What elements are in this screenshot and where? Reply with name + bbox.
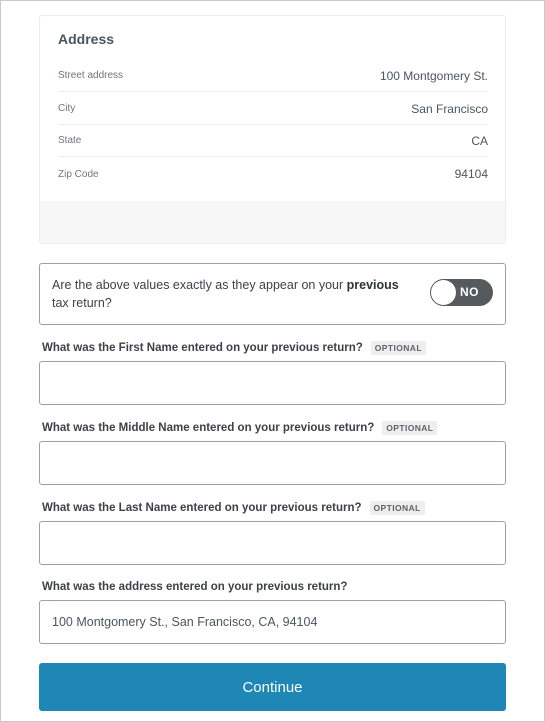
continue-button[interactable]: Continue xyxy=(39,663,506,711)
zip-code-value: 94104 xyxy=(454,167,488,181)
state-label: State xyxy=(58,135,82,146)
middle-name-label xyxy=(42,421,437,435)
zip-code-label: Zip Code xyxy=(58,168,99,180)
toggle-knob xyxy=(431,280,456,305)
question-text-emphasis: previous xyxy=(346,278,399,292)
optional-badge: OPTIONAL xyxy=(382,421,437,435)
zip-code-row xyxy=(58,158,488,190)
first-name-label-text: What was the First Name entered on your previous return? xyxy=(42,342,363,354)
address-card xyxy=(39,15,506,244)
first-name-label xyxy=(42,341,426,355)
street-address-row xyxy=(58,60,488,92)
city-label: City xyxy=(58,103,76,114)
address-label-text: What was the address entered on your previous return? xyxy=(42,581,348,593)
last-name-label-text: What was the Last Name entered on your previous return? xyxy=(42,502,362,514)
address-card-title: Address xyxy=(58,31,115,47)
street-address-value: 100 Montgomery St. xyxy=(379,68,488,83)
toggle-label: NO xyxy=(460,285,479,299)
optional-badge: OPTIONAL xyxy=(371,341,426,355)
address-card-footer xyxy=(40,201,505,243)
street-address-label: Street address xyxy=(58,70,124,81)
question-text-start: Are the above values exactly as they appear on your xyxy=(52,278,347,292)
middle-name-input[interactable] xyxy=(39,441,506,485)
last-name-label xyxy=(42,501,425,515)
address-input[interactable] xyxy=(39,600,506,644)
state-row xyxy=(58,125,488,157)
middle-name-label-text: What was the Middle Name entered on your previous return? xyxy=(42,422,375,434)
previous-return-question xyxy=(39,263,506,325)
address-label xyxy=(42,581,347,593)
last-name-input[interactable] xyxy=(39,521,506,565)
city-row xyxy=(58,93,488,125)
question-text xyxy=(52,276,417,312)
first-name-input[interactable] xyxy=(39,361,506,405)
question-text-end: tax return? xyxy=(52,296,112,310)
city-value: San Francisco xyxy=(411,101,488,116)
optional-badge: OPTIONAL xyxy=(370,501,425,515)
state-value: CA xyxy=(471,133,488,148)
previous-return-toggle[interactable] xyxy=(430,279,493,306)
